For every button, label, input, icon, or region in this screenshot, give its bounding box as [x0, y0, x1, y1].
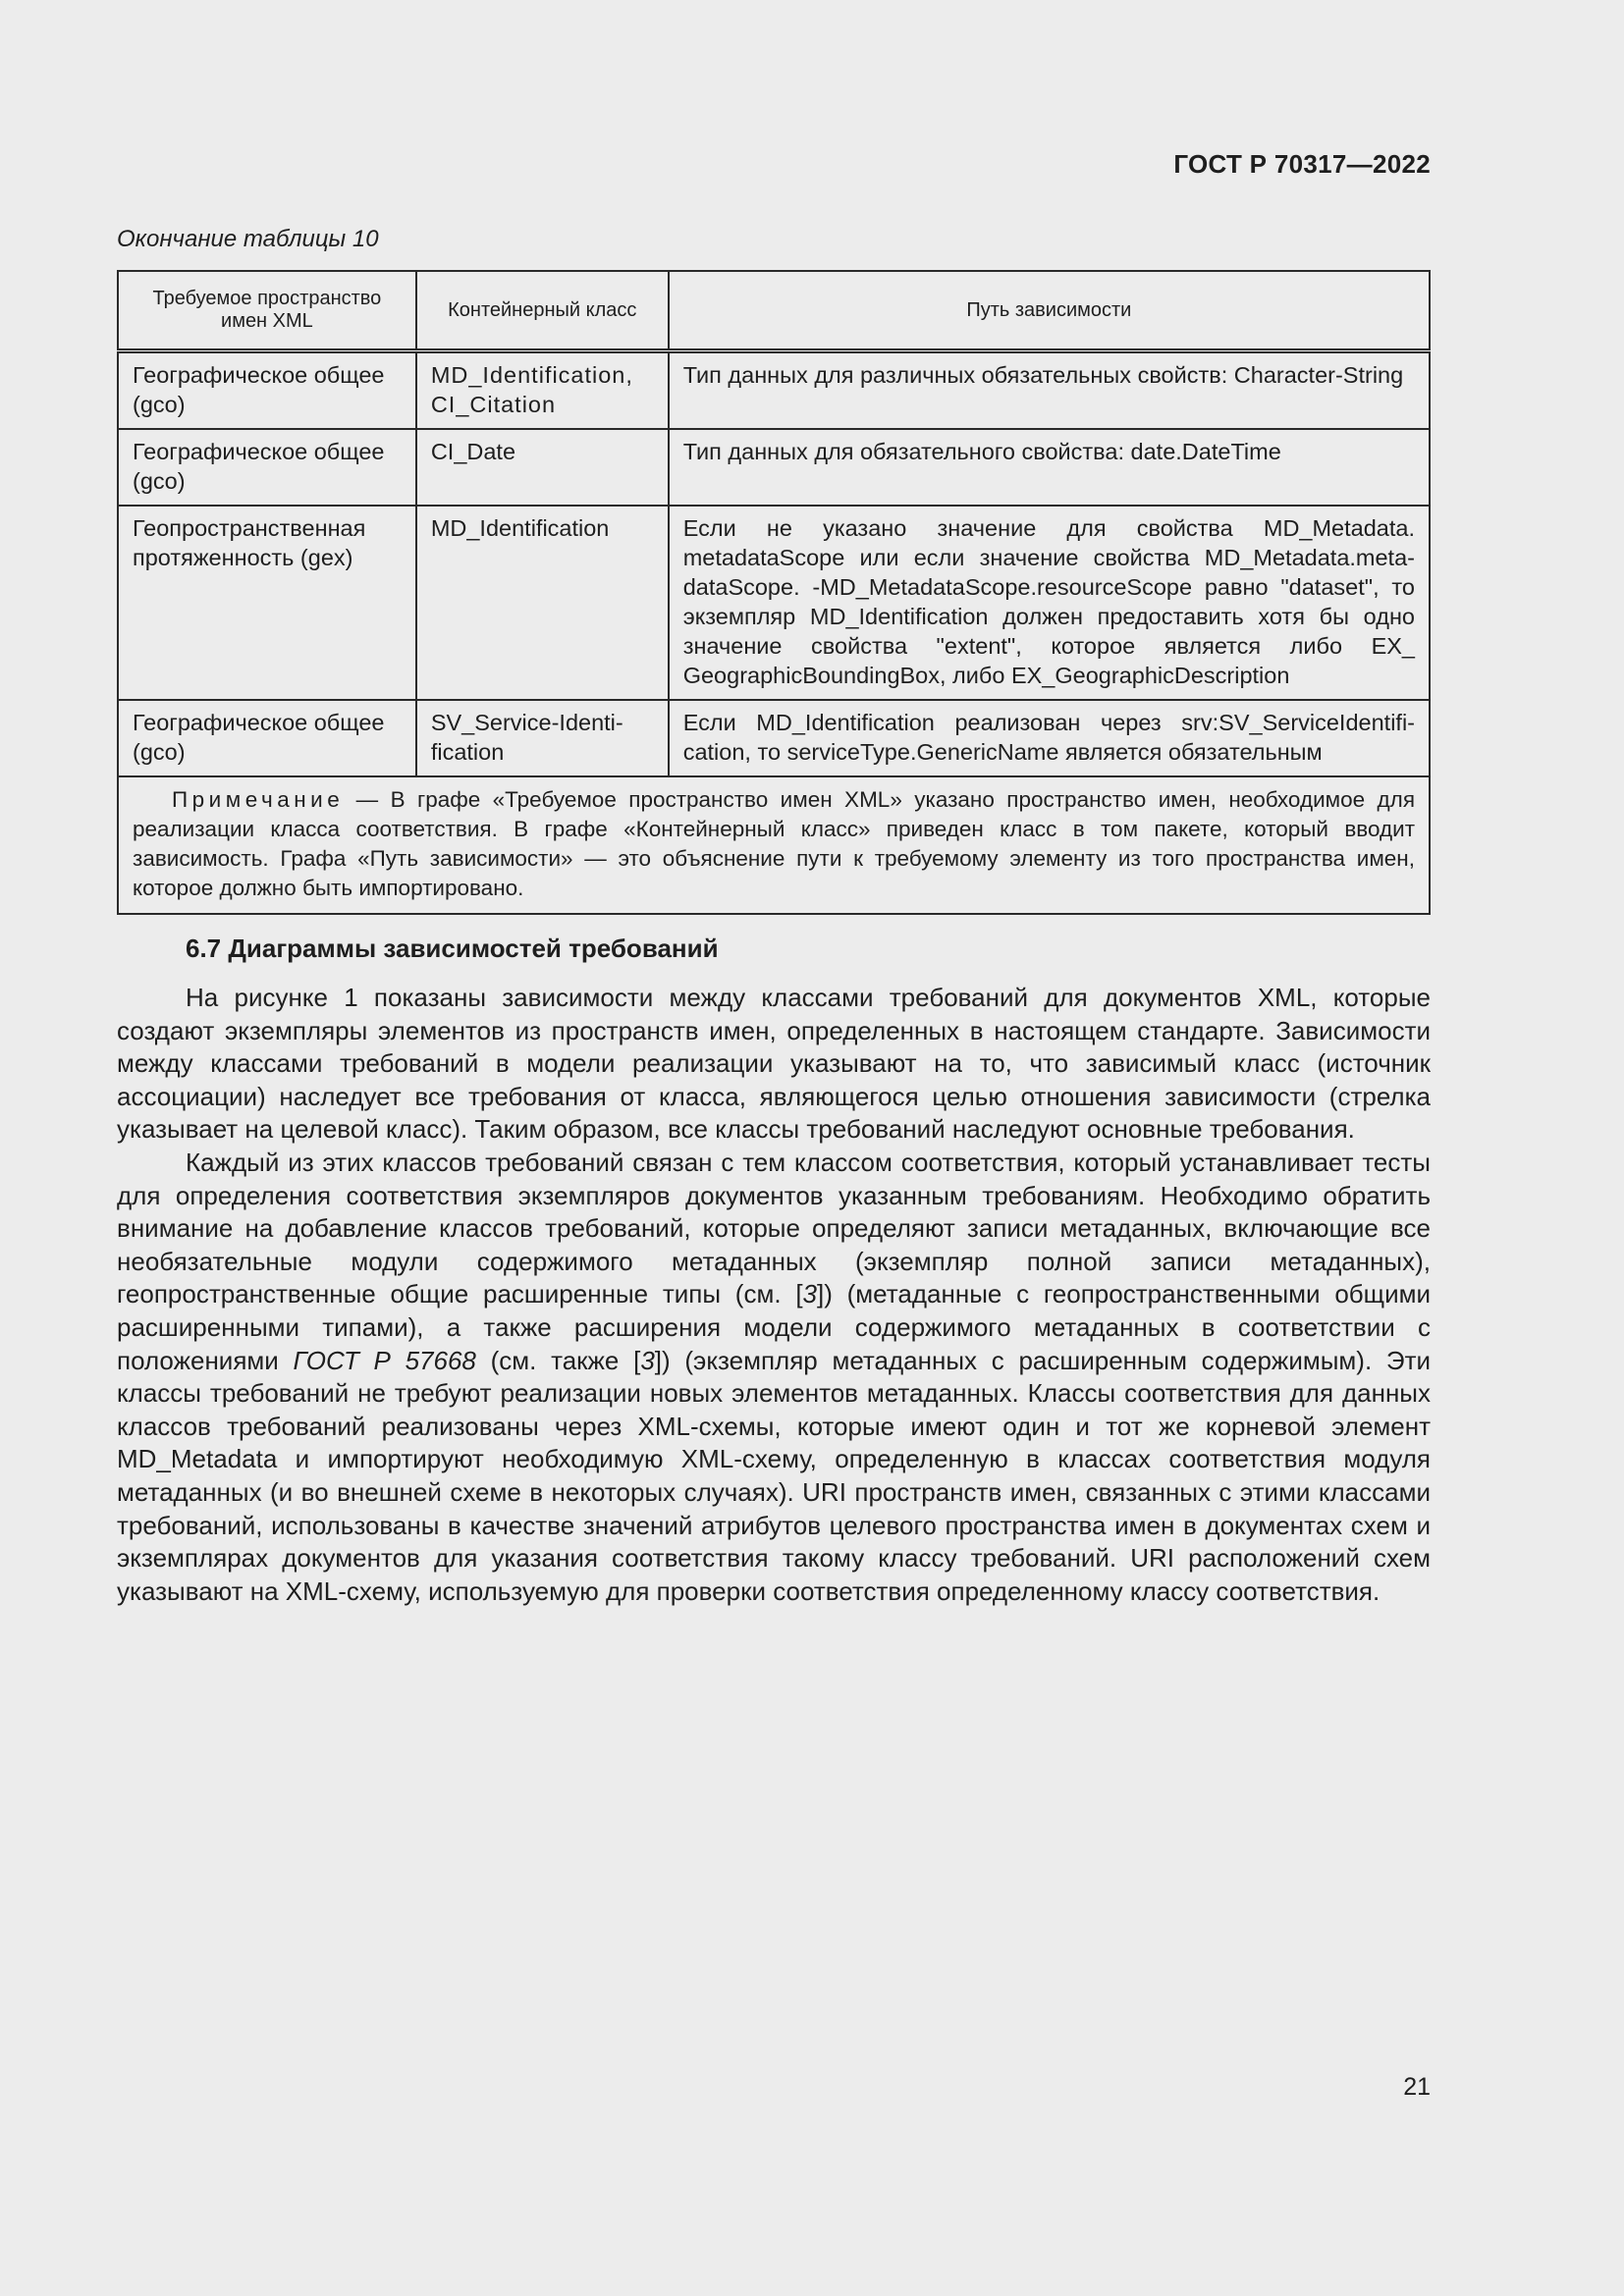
- section-body: [117, 982, 1431, 1608]
- namespace-cell: Географическое общее (gco): [118, 700, 416, 776]
- standard-reference: ГОСТ Р 57668: [293, 1345, 476, 1375]
- path-cell: Тип данных для различных обязательных свойств: Character-String: [669, 351, 1430, 430]
- container-cell: MD_Identification, CI_Citation: [416, 351, 669, 430]
- column-header-container: Контейнерный класс: [416, 271, 669, 351]
- path-cell: Если MD_Identification реализован через srv:SV_ServiceIdentifi-cation, то serviceType.GenericName является обязательным: [669, 700, 1430, 776]
- reference-number: 3: [640, 1345, 655, 1375]
- paragraph-text: ]) (метаданные с геопространственными общими расширенными типами), а также расширения модели содержимого метаданных в соответствии с положениями: [117, 1279, 1431, 1375]
- container-cell: SV_Service-Identi-fication: [416, 700, 669, 776]
- paragraph: [117, 1147, 1431, 1608]
- page-number: 21: [1403, 2073, 1431, 2101]
- table-row: [118, 429, 1430, 506]
- namespace-cell: Географическое общее (gco): [118, 351, 416, 430]
- table-row: [118, 700, 1430, 776]
- note-label: Примечание: [172, 787, 345, 812]
- container-cell: CI_Date: [416, 429, 669, 506]
- container-cell: MD_Identification: [416, 506, 669, 700]
- paragraph-text: Каждый из этих классов требований связан с тем классом соответствия, который устанавливает тесты для определения соответствия экземпляров документов указанным требованиям. Необходимо обратить внимание на добавление классов требований, которые определяют записи метаданных, включающие все необязательные модули содержимого метаданных (экземпляр полной записи метаданных), геопространственные общие расширенные типы (см. [: [117, 1147, 1431, 1309]
- paragraph-text: ]) (экземпляр метаданных с расширенным содержимым). Эти классы требований не требуют реализации новых элементов метаданных. Классы соответствия для данных классов требований реализованы через XML-схемы, которые имеют один и тот же корневой элемент MD_Metadata и импортируют необходимую XML-схему, определенную в классах соответствия модуля метаданных (и во внешней схеме в некоторых случаях). URI пространств имен, связанных с этими классами требований, использованы в качестве значений атрибутов целевого пространства имен в документах схем и экземплярах документов для указания соответствия такому классу требований. URI расположений схем указывают на XML-схему, используемую для проверки соответствия определенному классу соответствия.: [117, 1345, 1431, 1606]
- column-header-namespace: Требуемое пространство имен XML: [118, 271, 416, 351]
- dependency-table: [117, 270, 1431, 915]
- table-note: [118, 776, 1430, 914]
- table-caption: Окончание таблицы 10: [117, 226, 379, 252]
- path-cell: Если не указано значение для свойства MD_Metadata. metadataScope или если значение свойства MD_Metadata.meta-dataScope. -MD_MetadataScope.resourceScope равно "dataset", то экземпляр MD_Identification должен предоставить хотя бы одно значение свойства "extent", которое является либо EX_ GeographicBoundingBox, либо EX_GeographicDescription: [669, 506, 1430, 700]
- namespace-cell: Географическое общее (gco): [118, 429, 416, 506]
- section-heading: 6.7 Диаграммы зависимостей требований: [186, 934, 719, 963]
- paragraph-text: (см. также [: [475, 1345, 641, 1375]
- document-code: ГОСТ Р 70317—2022: [1173, 149, 1431, 179]
- namespace-cell: Геопространственная протяженность (gex): [118, 506, 416, 700]
- table-row: [118, 506, 1430, 700]
- table-row: [118, 351, 1430, 430]
- note-text: — В графе «Требуемое пространство имен XML» указано пространство имен, необходимое для реализации класса соответствия. В графе «Контейнерный класс» приведен класс в том пакете, который вводит зависимость. Графа «Путь зависимости» — это объяснение пути к требуемому элементу из того пространства имен, которое должно быть импортировано.: [133, 787, 1415, 900]
- paragraph: На рисунке 1 показаны зависимости между классами требований для документов XML, которые создают экземпляры элементов из пространств имен, определенных в настоящем стандарте. Зависимости между классами требований в модели реализации указывают на то, что зависимый класс (источник ассоциации) наследует все требования от класса, являющегося целью отношения зависимости (стрелка указывает на целевой класс). Таким образом, все классы требований наследуют основные требования.: [117, 983, 1431, 1145]
- reference-number: 3: [802, 1279, 818, 1309]
- table-note-row: [118, 776, 1430, 914]
- table-header-row: [118, 271, 1430, 351]
- path-cell: Тип данных для обязательного свойства: date.DateTime: [669, 429, 1430, 506]
- column-header-path: Путь зависимости: [669, 271, 1430, 351]
